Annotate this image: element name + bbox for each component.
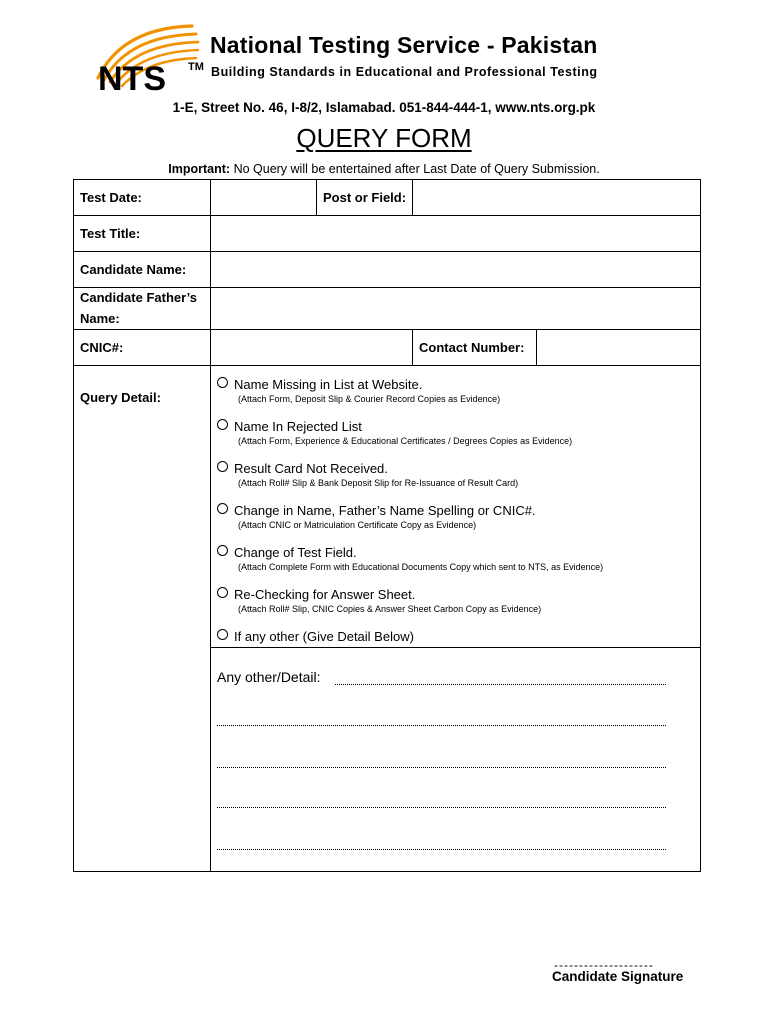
radio-icon[interactable] bbox=[217, 587, 228, 598]
contact-number-field[interactable] bbox=[537, 330, 700, 365]
option-label: If any other (Give Detail Below) bbox=[234, 629, 414, 644]
option-label: Change of Test Field. bbox=[234, 545, 357, 560]
query-option-result-card[interactable] bbox=[217, 460, 519, 488]
query-detail-label: Query Detail: bbox=[80, 390, 161, 405]
detail-line[interactable] bbox=[217, 807, 666, 808]
option-label: Result Card Not Received. bbox=[234, 461, 388, 476]
query-option-name-missing[interactable] bbox=[217, 376, 501, 404]
notice-text: No Query will be entertained after Last Date of Query Submission. bbox=[230, 162, 600, 176]
option-note: (Attach Form, Deposit Slip & Courier Record Copies as Evidence) bbox=[238, 394, 501, 404]
test-title-field[interactable] bbox=[211, 216, 700, 251]
option-note: (Attach Roll# Slip & Bank Deposit Slip for Re-Issuance of Result Card) bbox=[238, 478, 519, 488]
radio-icon[interactable] bbox=[217, 377, 228, 388]
logo-tm: TM bbox=[188, 61, 204, 73]
notice-label: Important: bbox=[168, 162, 231, 176]
father-name-field[interactable] bbox=[211, 288, 700, 329]
nts-logo bbox=[92, 18, 210, 94]
option-note: (Attach Form, Experience & Educational Certificates / Degrees Copies as Evidence) bbox=[238, 436, 573, 446]
option-label: Re-Checking for Answer Sheet. bbox=[234, 587, 416, 602]
query-option-rechecking[interactable] bbox=[217, 586, 542, 614]
signature-line[interactable]: -------------------- bbox=[554, 958, 654, 972]
post-or-field-label: Post or Field: bbox=[323, 190, 407, 205]
cnic-label: CNIC#: bbox=[80, 340, 124, 355]
option-label: Change in Name, Father’s Name Spelling or CNIC#. bbox=[234, 503, 536, 518]
radio-icon[interactable] bbox=[217, 545, 228, 556]
father-name-label-line2: Name: bbox=[80, 311, 120, 326]
organization-tagline: Building Standards in Educational and Professional Testing bbox=[211, 65, 598, 79]
option-label: Name In Rejected List bbox=[234, 419, 362, 434]
form-title: QUERY FORM bbox=[296, 123, 472, 153]
detail-line[interactable] bbox=[335, 684, 666, 685]
query-option-other[interactable] bbox=[217, 628, 414, 646]
radio-icon[interactable] bbox=[217, 629, 228, 640]
notice bbox=[0, 162, 768, 176]
radio-icon[interactable] bbox=[217, 503, 228, 514]
other-detail-label: Any other/Detail: bbox=[217, 669, 321, 685]
candidate-name-field[interactable] bbox=[211, 252, 700, 287]
radio-icon[interactable] bbox=[217, 461, 228, 472]
signature-label: Candidate Signature bbox=[552, 969, 684, 984]
organization-address: 1-E, Street No. 46, I-8/2, Islamabad. 051-844-444-1, www.nts.org.pk bbox=[172, 100, 596, 115]
contact-number-label: Contact Number: bbox=[419, 340, 525, 355]
logo-text: NTS bbox=[98, 60, 166, 94]
query-option-rejected-list[interactable] bbox=[217, 418, 573, 446]
organization-name: National Testing Service - Pakistan bbox=[210, 32, 598, 58]
query-option-name-change[interactable] bbox=[217, 502, 536, 530]
test-date-field[interactable] bbox=[211, 180, 316, 215]
father-name-label-line1: Candidate Father’s bbox=[80, 290, 198, 305]
post-or-field-field[interactable] bbox=[413, 180, 700, 215]
test-title-label: Test Title: bbox=[80, 226, 141, 241]
option-label: Name Missing in List at Website. bbox=[234, 377, 423, 392]
cnic-field[interactable] bbox=[211, 330, 412, 365]
option-note: (Attach Roll# Slip, CNIC Copies & Answer Sheet Carbon Copy as Evidence) bbox=[238, 604, 542, 614]
detail-line[interactable] bbox=[217, 767, 666, 768]
detail-line[interactable] bbox=[217, 849, 666, 850]
candidate-name-label: Candidate Name: bbox=[80, 262, 187, 277]
test-date-label: Test Date: bbox=[80, 190, 142, 205]
query-option-test-field[interactable] bbox=[217, 544, 604, 572]
option-note: (Attach CNIC or Matriculation Certificate Copy as Evidence) bbox=[238, 520, 477, 530]
option-note: (Attach Complete Form with Educational Documents Copy which sent to NTS, as Evidence) bbox=[238, 562, 604, 572]
detail-line[interactable] bbox=[217, 725, 666, 726]
radio-icon[interactable] bbox=[217, 419, 228, 430]
